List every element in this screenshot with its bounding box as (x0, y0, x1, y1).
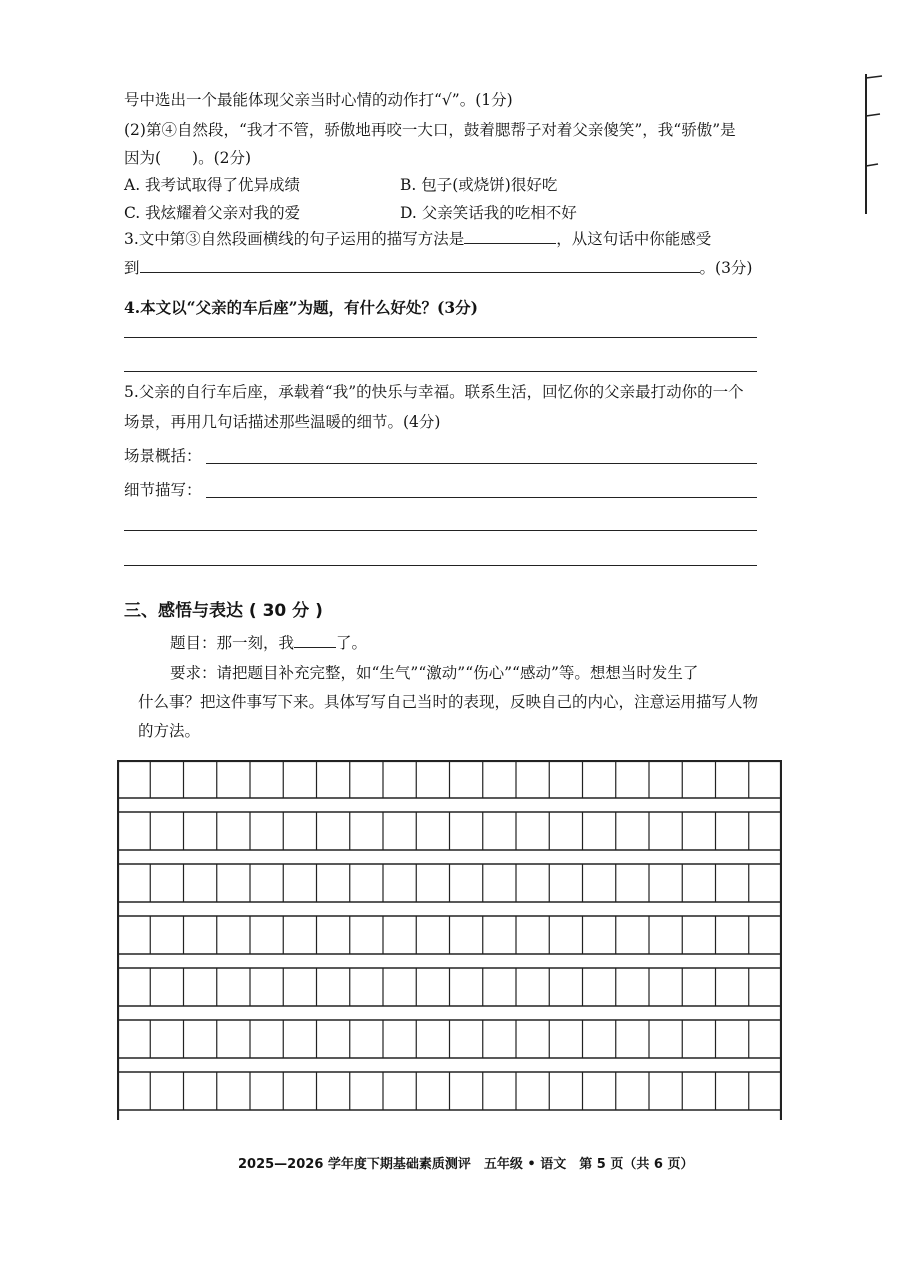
grid-row[interactable] (117, 916, 782, 954)
q4-answer-line-2[interactable] (124, 371, 757, 372)
q5-line2: 场景，再用几句话描述那些温暖的细节。(4分) (124, 413, 441, 431)
q2-tail-text: 号中选出一个最能体现父亲当时心情的动作打“√”。(1分) (124, 91, 513, 109)
requirement-line2: 什么事？把这件事写下来。具体写写自己当时的表现，反映自己的内心，注意运用描写人物 (138, 693, 759, 711)
grid-row[interactable] (117, 864, 782, 902)
q5-scene-answer-line[interactable] (206, 463, 757, 464)
option-a[interactable]: A. 我考试取得了优异成绩 (124, 176, 301, 194)
requirement-line1: 要求：请把题目补充完整，如“生气”“激动”“伤心”“感动”等。想想当时发生了 (170, 664, 699, 682)
requirement-line3: 的方法。 (138, 722, 201, 740)
option-d[interactable]: D. 父亲笑话我的吃相不好 (400, 204, 577, 222)
q4-question: 4.本文以“父亲的车后座”为题，有什么好处？(3分) (124, 298, 478, 317)
q5-detail-answer-line-2[interactable] (124, 530, 757, 531)
q4-answer-line-1[interactable] (124, 337, 757, 338)
q5-line1: 5.父亲的自行车后座，承载着“我”的快乐与幸福。联系生活，回忆你的父亲最打动你的一个 (124, 383, 744, 401)
grid-row[interactable] (117, 812, 782, 850)
section3-title: 三、感悟与表达 ( 30 分 ) (124, 601, 323, 621)
grid-row[interactable] (117, 760, 782, 798)
grid-row[interactable] (117, 1020, 782, 1058)
q3-line2 (124, 258, 752, 278)
prompt-topic (170, 633, 367, 653)
q3-line2-prefix: 到 (124, 259, 140, 277)
q2-2-line1: (2)第④自然段，“我才不管，骄傲地再咬一大口，鼓着腮帮子对着父亲傻笑”，我“骄傲”是 (124, 121, 736, 139)
q2-2-line2: 因为( )。(2分) (124, 149, 252, 167)
prompt-topic-prefix: 题目：那一刻，我 (170, 634, 295, 652)
q5-detail-answer-line-1[interactable] (206, 497, 757, 498)
q3-line1 (124, 229, 711, 249)
grid-row[interactable] (117, 968, 782, 1006)
q3-method-blank[interactable] (464, 229, 556, 244)
option-b[interactable]: B. 包子(或烧饼)很好吃 (400, 176, 558, 194)
q5-detail-label: 细节描写： (124, 481, 202, 499)
q5-detail-answer-line-3[interactable] (124, 565, 757, 566)
q5-scene-label: 场景概括： (124, 447, 202, 465)
binding-margin-marks (862, 74, 884, 214)
composition-grid[interactable] (117, 760, 782, 1120)
page-footer: 2025—2026 学年度下期基础素质测评 五年级 • 语文 第 5 页（共 6 页） (238, 1157, 694, 1172)
q3-text-before: 3.文中第③自然段画横线的句子运用的描写方法是 (124, 230, 465, 248)
option-c[interactable]: C. 我炫耀着父亲对我的爱 (124, 204, 301, 222)
prompt-topic-suffix: 了。 (336, 634, 368, 652)
topic-fill-blank[interactable] (294, 633, 336, 648)
q3-score: 。(3分) (699, 259, 753, 277)
grid-row[interactable] (117, 1072, 782, 1110)
q3-feeling-blank[interactable] (140, 258, 700, 273)
q3-text-after: ，从这句话中你能感受 (556, 230, 712, 248)
